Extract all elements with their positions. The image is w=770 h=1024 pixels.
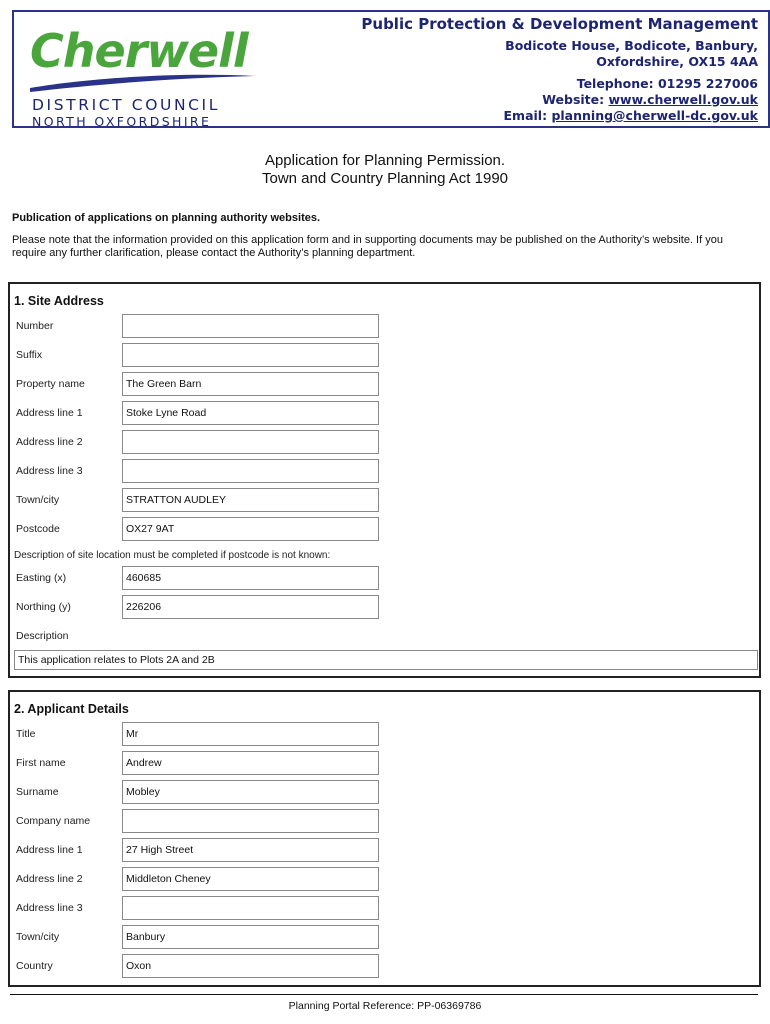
site-address-section [8,282,761,678]
logo-wordmark: Cherwell [30,24,248,78]
publication-heading: Publication of applications on planning authority websites. [12,212,321,224]
field-row [10,401,759,427]
field-label: Address line 3 [16,902,83,914]
property-name-field[interactable]: The Green Barn [122,372,379,396]
field-row [10,314,759,340]
northing-field[interactable]: 226206 [122,595,379,619]
field-label: Suffix [16,349,43,361]
section-title: 2. Applicant Details [14,702,129,716]
field-row [10,896,759,922]
website-label: Website: [542,92,609,107]
website-line [361,92,758,108]
field-label: Postcode [16,523,60,535]
address-line-3-field[interactable] [122,459,379,483]
form-title-line-1: Application for Planning Permission. [264,152,506,169]
address-line-1: Bodicote House, Bodicote, Banbury, [505,38,758,53]
field-label: Title [16,728,36,740]
field-row [10,925,759,951]
field-row [10,722,759,748]
cherwell-logo [28,20,258,128]
number-field[interactable] [122,314,379,338]
telephone: Telephone: 01295 227006 [576,76,758,91]
field-row [10,780,759,806]
field-label: Company name [16,815,91,827]
address-line-2: Oxfordshire, OX15 4AA [596,54,758,69]
field-label: Country [16,960,53,972]
address-line-2-field[interactable]: Middleton Cheney [122,867,379,891]
field-row [10,372,759,398]
footer-divider [10,994,758,995]
logo-district-council: DISTRICT COUNCIL [32,96,220,114]
field-row [10,838,759,864]
field-label: Town/city [16,494,60,506]
field-row [10,751,759,777]
field-row [10,954,759,980]
description-field[interactable]: This application relates to Plots 2A and 2B [14,650,758,670]
town-city-field[interactable]: Banbury [122,925,379,949]
section-title: 1. Site Address [14,294,104,308]
field-label: Address line 3 [16,465,83,477]
field-row [10,343,759,369]
field-row [10,517,759,543]
description-label: Description [16,630,69,642]
field-row [10,488,759,514]
town-city-field[interactable]: STRATTON AUDLEY [122,488,379,512]
field-row [10,867,759,893]
email-line [361,108,758,124]
first-name-field[interactable]: Andrew [122,751,379,775]
field-label: Town/city [16,931,60,943]
address-line-1-field[interactable]: 27 High Street [122,838,379,862]
website-link[interactable]: www.cherwell.gov.uk [608,92,758,107]
field-label: First name [16,757,66,769]
field-label: Address line 2 [16,873,83,885]
field-row [10,809,759,835]
department-name: Public Protection & Development Management [361,15,758,33]
applicant-details-section [8,690,761,987]
address-line-2-field[interactable] [122,430,379,454]
country-field[interactable]: Oxon [122,954,379,978]
field-label: Northing (y) [16,601,71,613]
address-line-1-field[interactable]: Stoke Lyne Road [122,401,379,425]
surname-field[interactable]: Mobley [122,780,379,804]
company-name-field[interactable] [122,809,379,833]
field-label: Property name [16,378,85,390]
logo-north-oxfordshire: NORTH OXFORDSHIRE [32,114,212,129]
logo-swoosh-icon [28,70,258,92]
field-label: Surname [16,786,59,798]
field-row [10,566,759,592]
email-link[interactable]: planning@cherwell-dc.gov.uk [551,108,758,123]
title-field[interactable]: Mr [122,722,379,746]
field-label: Number [16,320,54,332]
field-label: Easting (x) [16,572,67,584]
field-label: Address line 1 [16,407,83,419]
header-banner [12,10,770,128]
portal-reference: Planning Portal Reference: PP-06369786 [288,1000,482,1012]
location-note: Description of site location must be completed if postcode is not known: [14,550,331,561]
field-row [10,430,759,456]
suffix-field[interactable] [122,343,379,367]
email-label: Email: [503,108,552,123]
field-row [10,595,759,621]
field-label: Address line 2 [16,436,83,448]
contact-details [361,14,758,124]
postcode-field[interactable]: OX27 9AT [122,517,379,541]
form-title [0,152,770,188]
form-title-line-2: Town and Country Planning Act 1990 [262,170,508,187]
field-row [10,459,759,485]
publication-text: Please note that the information provided on this application form and in supporting documents may be published on the Authority’s website. If you require any further clarification, please contact the Authority’s planning department. [12,234,723,259]
field-label: Address line 1 [16,844,83,856]
easting-field[interactable]: 460685 [122,566,379,590]
address-line-3-field[interactable] [122,896,379,920]
